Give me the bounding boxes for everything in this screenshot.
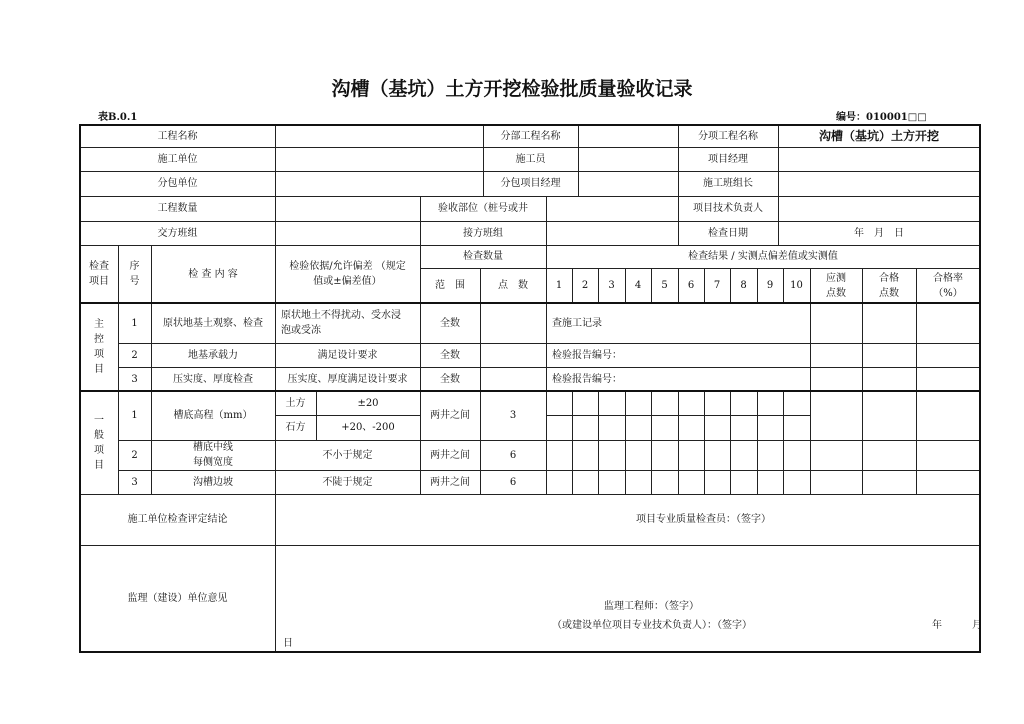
general-item-label: 一 般 项 目 (80, 391, 119, 495)
main-row-content: 原状地基土观察、检查 (151, 303, 276, 344)
measure-cell[interactable] (651, 470, 679, 495)
engineer-signature-label: 监理工程师：（签字） (604, 601, 699, 612)
label-item-project: 分项工程名称 (678, 125, 779, 148)
measure-cell[interactable] (783, 440, 811, 471)
measure-cell[interactable] (704, 391, 731, 416)
general-row-range: 两井之间 (420, 440, 481, 471)
sub-value: +20、-200 (316, 415, 421, 441)
divider (79, 390, 981, 392)
measure-cell[interactable] (730, 415, 758, 441)
measure-cell[interactable] (704, 415, 731, 441)
label-project-manager: 项目经理 (678, 147, 779, 172)
conclusion-field[interactable] (275, 494, 981, 546)
header-should: 应测 点数 (810, 268, 863, 304)
subcontractor-field[interactable] (275, 171, 484, 197)
label-contractor: 施工单位 (80, 147, 276, 172)
header-qty: 检查数量 (420, 245, 547, 269)
general-row-basis: 不小于规定 (275, 440, 421, 471)
main-control-label: 主 控 项 目 (80, 303, 119, 392)
supervision-label: 监理（建设）单位意见 (80, 545, 276, 653)
main-row-basis: 压实度、厚度满足设计要求 (275, 367, 421, 392)
header-col: 7 (704, 268, 731, 304)
measure-cell[interactable] (757, 391, 784, 416)
measure-cell[interactable] (757, 470, 784, 495)
main-row-result[interactable]: 检验报告编号： (546, 343, 811, 368)
header-col: 8 (730, 268, 758, 304)
accept-location-field[interactable] (546, 196, 679, 222)
measure-cell[interactable] (598, 440, 626, 471)
label-tech-lead: 项目技术负责人 (678, 196, 779, 222)
label-sub-manager: 分包项目经理 (483, 171, 579, 197)
cell[interactable] (810, 343, 863, 368)
measure-cell[interactable] (572, 391, 599, 416)
main-row-result[interactable]: 查施工记录 (546, 303, 811, 344)
measure-cell[interactable] (651, 391, 679, 416)
label-accept-location: 验收部位（桩号或井 (420, 196, 547, 222)
header-rate: 合格率 （%） (916, 268, 981, 304)
measure-cell[interactable] (757, 415, 784, 441)
general-row-points: 6 (480, 470, 547, 495)
measure-cell[interactable] (572, 470, 599, 495)
main-row-points[interactable] (480, 367, 547, 392)
main-row-range: 全数 (420, 367, 481, 392)
label-sub-project: 分部工程名称 (483, 125, 579, 148)
label-quantity: 工程数量 (80, 196, 276, 222)
header-col: 5 (651, 268, 679, 304)
receive-team-field[interactable] (546, 221, 679, 246)
header-col: 2 (572, 268, 599, 304)
measure-cell[interactable] (546, 391, 573, 416)
cell[interactable] (862, 367, 917, 392)
header-col: 9 (757, 268, 784, 304)
quantity-field[interactable] (275, 196, 421, 222)
general-row-content: 槽底中线 每侧宽度 (151, 440, 276, 471)
general-row-range: 两井之间 (420, 470, 481, 495)
measure-cell[interactable] (783, 470, 811, 495)
measure-cell[interactable] (783, 391, 811, 416)
cell[interactable] (810, 367, 863, 392)
general-row-points: 6 (480, 440, 547, 471)
main-row-seq: 1 (118, 303, 152, 344)
table-number: 表B.0.1 (98, 112, 138, 123)
measure-cell[interactable] (625, 391, 652, 416)
sub-value: ±20 (316, 391, 421, 416)
general-row-basis: 不陡于规定 (275, 470, 421, 495)
general-row-points: 3 (480, 391, 547, 441)
sub-type: 土方 (275, 391, 317, 416)
measure-cell[interactable] (704, 470, 731, 495)
measure-cell[interactable] (546, 440, 573, 471)
label-subcontractor: 分包单位 (80, 171, 276, 197)
cell[interactable] (916, 303, 981, 344)
check-date-field[interactable]: 年 月 日 (778, 221, 981, 246)
header-range: 范 围 (420, 268, 481, 304)
date-year-month: 年 月 (932, 620, 982, 631)
main-row-points[interactable] (480, 343, 547, 368)
header-result: 检查结果 / 实测点偏差值或实测值 (546, 245, 981, 269)
header-col: 3 (598, 268, 626, 304)
cell[interactable] (810, 303, 863, 344)
date-day: 日 (283, 638, 293, 649)
cell[interactable] (862, 470, 917, 495)
cell[interactable] (862, 440, 917, 471)
label-constructor: 施工员 (483, 147, 579, 172)
header-seq: 序 号 (118, 245, 152, 304)
sub-project-field[interactable] (578, 125, 679, 148)
cell[interactable] (916, 440, 981, 471)
contractor-field[interactable] (275, 147, 484, 172)
constructor-field[interactable] (578, 147, 679, 172)
measure-cell[interactable] (546, 415, 573, 441)
measure-cell[interactable] (625, 440, 652, 471)
main-row-points[interactable] (480, 303, 547, 344)
header-content: 检 查 内 容 (151, 245, 276, 304)
cell[interactable] (810, 470, 863, 495)
divider (79, 302, 981, 304)
serial-number: 编号：010001□□ (836, 112, 927, 123)
header-col: 1 (546, 268, 573, 304)
sub-type: 石方 (275, 415, 317, 441)
owner-tech-signature-label: （或建设单位项目专业技术负责人）：（签字） (552, 620, 752, 631)
item-project-value: 沟槽（基坑）土方开挖 (778, 125, 981, 148)
cell[interactable] (862, 391, 917, 441)
project-manager-field[interactable] (778, 147, 981, 172)
conclusion-label: 施工单位检查评定结论 (80, 494, 276, 546)
cell[interactable] (862, 343, 917, 368)
measure-cell[interactable] (651, 415, 679, 441)
general-row-seq: 1 (118, 391, 152, 441)
measure-cell[interactable] (730, 470, 758, 495)
measure-cell[interactable] (598, 415, 626, 441)
measure-cell[interactable] (625, 415, 652, 441)
measure-cell[interactable] (598, 470, 626, 495)
cell[interactable] (916, 391, 981, 441)
header-basis: 检验依据/允许偏差 （规定 值或±偏差值） (275, 245, 421, 304)
header-col: 10 (783, 268, 811, 304)
general-row-seq: 2 (118, 440, 152, 471)
document-title: 沟槽（基坑）土方开挖检验批质量验收记录 (331, 78, 693, 100)
label-hand-team: 交方班组 (80, 221, 276, 246)
header-pass: 合格 点数 (862, 268, 917, 304)
tech-lead-field[interactable] (778, 196, 981, 222)
cell[interactable] (810, 440, 863, 471)
measure-cell[interactable] (757, 440, 784, 471)
measure-cell[interactable] (678, 391, 705, 416)
label-team-leader: 施工班组长 (678, 171, 779, 197)
cell[interactable] (916, 343, 981, 368)
general-row-range: 两井之间 (420, 391, 481, 441)
measure-cell[interactable] (678, 415, 705, 441)
main-row-seq: 2 (118, 343, 152, 368)
team-leader-field[interactable] (778, 171, 981, 197)
sub-manager-field[interactable] (578, 171, 679, 197)
label-check-date: 检查日期 (678, 221, 779, 246)
main-row-content: 地基承载力 (151, 343, 276, 368)
measure-cell[interactable] (730, 440, 758, 471)
cell[interactable] (916, 470, 981, 495)
cell[interactable] (862, 303, 917, 344)
measure-cell[interactable] (625, 470, 652, 495)
main-row-basis: 满足设计要求 (275, 343, 421, 368)
measure-cell[interactable] (704, 440, 731, 471)
general-row-content: 槽底高程（mm） (151, 391, 276, 441)
measure-cell[interactable] (730, 391, 758, 416)
measure-cell[interactable] (678, 470, 705, 495)
measure-cell[interactable] (572, 415, 599, 441)
main-row-range: 全数 (420, 343, 481, 368)
cell[interactable] (810, 391, 863, 441)
general-row-seq: 3 (118, 470, 152, 495)
header-col: 6 (678, 268, 705, 304)
main-row-content: 压实度、厚度检查 (151, 367, 276, 392)
hand-team-field[interactable] (275, 221, 421, 246)
measure-cell[interactable] (651, 440, 679, 471)
main-row-result[interactable]: 检验报告编号： (546, 367, 811, 392)
general-row-content: 沟槽边坡 (151, 470, 276, 495)
header-item: 检查 项目 (80, 245, 119, 304)
measure-cell[interactable] (572, 440, 599, 471)
measure-cell[interactable] (598, 391, 626, 416)
inspector-signature-label: 项目专业质量检查员：（签字） (636, 514, 771, 525)
main-row-range: 全数 (420, 303, 481, 344)
cell[interactable] (916, 367, 981, 392)
project-name-field[interactable] (275, 125, 484, 148)
label-receive-team: 接方班组 (420, 221, 547, 246)
header-points: 点 数 (480, 268, 547, 304)
header-col: 4 (625, 268, 652, 304)
label-project-name: 工程名称 (80, 125, 276, 148)
main-row-seq: 3 (118, 367, 152, 392)
measure-cell[interactable] (783, 415, 811, 441)
measure-cell[interactable] (678, 440, 705, 471)
main-row-basis: 原状地土不得扰动、受水浸 泡或受冻 (275, 303, 421, 344)
measure-cell[interactable] (546, 470, 573, 495)
